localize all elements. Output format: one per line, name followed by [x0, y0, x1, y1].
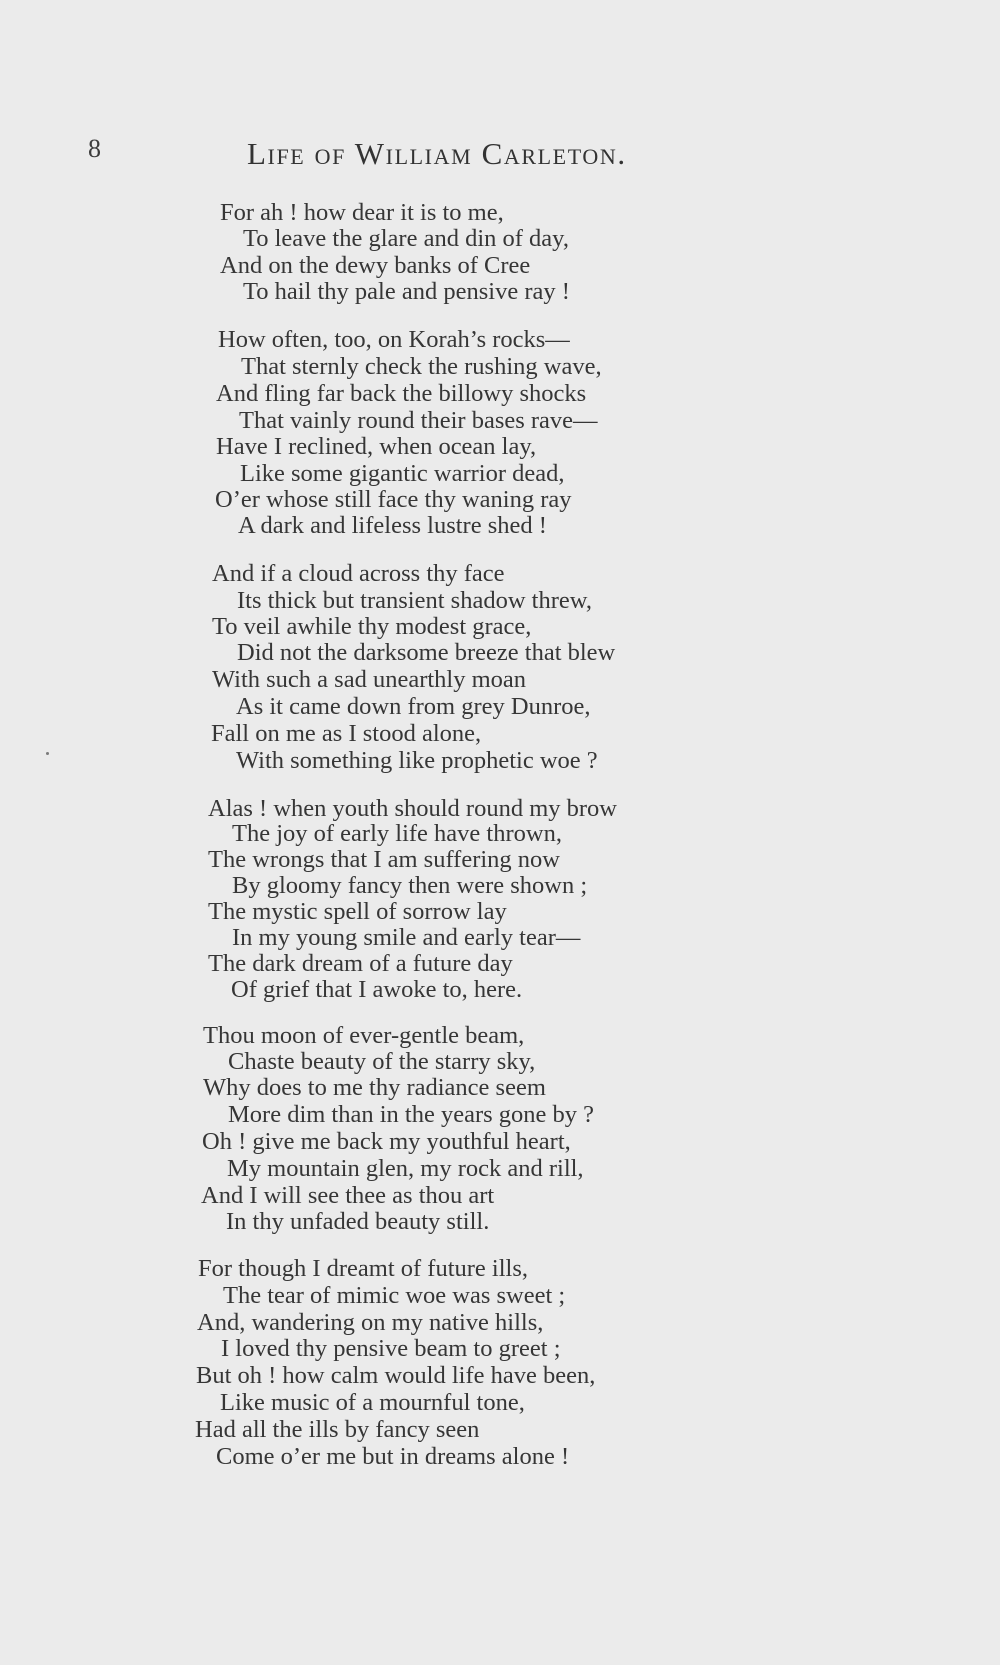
poem-line: My mountain glen, my rock and rill, — [227, 1155, 584, 1182]
poem-line: The mystic spell of sorrow lay — [208, 898, 507, 925]
poem-line: But oh ! how calm would life have been, — [196, 1362, 596, 1389]
poem-line: Thou moon of ever-gentle beam, — [203, 1022, 525, 1049]
poem-line: By gloomy fancy then were shown ; — [232, 872, 588, 899]
poem-line: And on the dewy banks of Cree — [220, 252, 531, 279]
poem-line: To hail thy pale and pensive ray ! — [243, 278, 570, 305]
poem-line: Did not the darksome breeze that blew — [237, 639, 616, 666]
poem-line: Alas ! when youth should round my brow — [208, 795, 617, 822]
paper-speck — [46, 752, 49, 755]
poem-line: For though I dreamt of future ills, — [198, 1255, 529, 1282]
page-number: 8 — [88, 134, 101, 163]
poem-line: That sternly check the rushing wave, — [241, 353, 602, 380]
poem-line: And if a cloud across thy face — [212, 560, 505, 587]
poem-line: Chaste beauty of the starry sky, — [228, 1048, 536, 1075]
poem-line: The joy of early life have thrown, — [232, 820, 562, 847]
poem-line: In thy unfaded beauty still. — [226, 1208, 490, 1235]
poem-line: Have I reclined, when ocean lay, — [216, 433, 537, 460]
poem-line: With something like prophetic woe ? — [236, 747, 598, 774]
poem-line: And, wandering on my native hills, — [197, 1309, 544, 1336]
poem-line: For ah ! how dear it is to me, — [220, 199, 504, 226]
poem-line: The wrongs that I am suffering now — [208, 846, 560, 873]
poem-line: Had all the ills by fancy seen — [195, 1416, 480, 1443]
poem-line: O’er whose still face thy waning ray — [215, 486, 572, 513]
poem-line: I loved thy pensive beam to greet ; — [221, 1335, 561, 1362]
poem-line: As it came down from grey Dunroe, — [236, 693, 591, 720]
poem-line: That vainly round their bases rave— — [239, 407, 598, 434]
poem-line: To leave the glare and din of day, — [243, 225, 569, 252]
poem-line: More dim than in the years gone by ? — [228, 1101, 595, 1128]
poem-line: And fling far back the billowy shocks — [216, 380, 587, 407]
poem-line: Come o’er me but in dreams alone ! — [216, 1443, 570, 1470]
poem-line: Oh ! give me back my youthful heart, — [202, 1128, 571, 1155]
poem-line: Its thick but transient shadow threw, — [237, 587, 592, 614]
poem-line: Like some gigantic warrior dead, — [240, 460, 565, 487]
poem-line: Fall on me as I stood alone, — [211, 720, 482, 747]
poem-line: In my young smile and early tear— — [232, 924, 581, 951]
poem-line: Like music of a mournful tone, — [220, 1389, 525, 1416]
poem-line: To veil awhile thy modest grace, — [212, 613, 532, 640]
poem-line: Of grief that I awoke to, here. — [231, 976, 523, 1003]
poem-line: Why does to me thy radiance seem — [203, 1074, 546, 1101]
poem-line: With such a sad unearthly moan — [212, 666, 527, 693]
poem-line: The dark dream of a future day — [208, 950, 513, 977]
poem-line: A dark and lifeless lustre shed ! — [238, 512, 547, 539]
running-title: Life of William Carleton. — [247, 136, 627, 171]
poem-line: How often, too, on Korah’s rocks— — [218, 326, 570, 353]
poem-line: The tear of mimic woe was sweet ; — [223, 1282, 566, 1309]
poem-line: And I will see thee as thou art — [201, 1182, 495, 1209]
